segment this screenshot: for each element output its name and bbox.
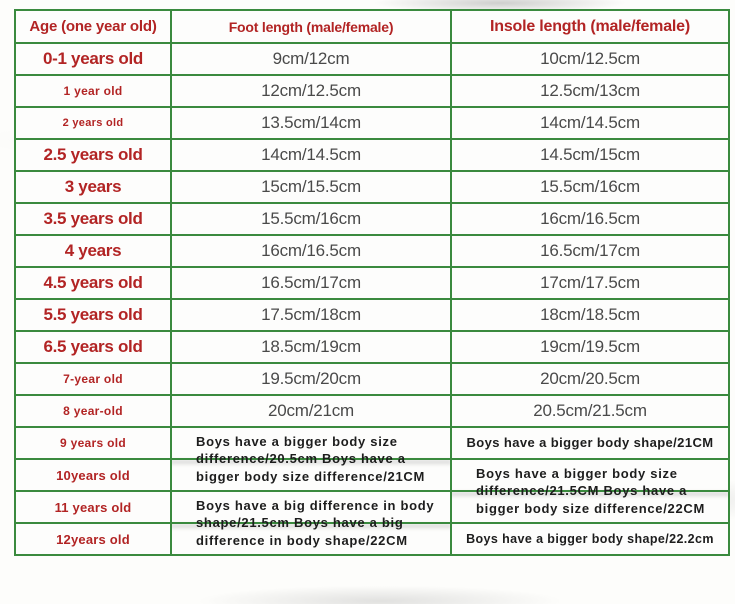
insole-length-cell: 20cm/20.5cm [451, 363, 729, 395]
age-cell: 4.5 years old [15, 267, 171, 299]
table-row [15, 427, 729, 459]
header-insole-length: Insole length (male/female) [451, 10, 729, 43]
header-foot-length: Foot length (male/female) [171, 10, 451, 43]
table-row [15, 235, 729, 267]
table-row [15, 43, 729, 75]
insole-length-cell: 18cm/18.5cm [451, 299, 729, 331]
table-row [15, 171, 729, 203]
table-row [15, 107, 729, 139]
age-cell: 7-year old [15, 363, 171, 395]
header-row [15, 10, 729, 43]
foot-length-cell: 18.5cm/19cm [171, 331, 451, 363]
insole-length-cell: 16.5cm/17cm [451, 235, 729, 267]
foot-length-cell: 16cm/16.5cm [171, 235, 451, 267]
foot-length-cell: 9cm/12cm [171, 43, 451, 75]
insole-length-cell: Boys have a bigger body shape/21CM [451, 427, 729, 459]
age-cell: 10years old [15, 459, 171, 491]
foot-length-cell: 16.5cm/17cm [171, 267, 451, 299]
insole-length-cell: Boys have a bigger body shape/22.2cm [451, 523, 729, 555]
foot-length-note: Boys have a bigger body size difference/20.5cm Boys have a bigger body size difference/21CM [196, 434, 426, 484]
insole-length-note: Boys have a bigger body size difference/21.5CM Boys have a bigger body size difference/22CM [476, 466, 706, 516]
age-cell: 6.5 years old [15, 331, 171, 363]
size-chart-table [14, 9, 730, 556]
table-row [15, 395, 729, 427]
table-row [15, 267, 729, 299]
age-cell: 9 years old [15, 427, 171, 459]
insole-length-cell: 16cm/16.5cm [451, 203, 729, 235]
foot-length-cell: 17.5cm/18cm [171, 299, 451, 331]
foot-length-merged-cell [171, 491, 451, 555]
insole-length-merged-cell [451, 459, 729, 523]
table-row [15, 299, 729, 331]
table-row [15, 363, 729, 395]
table-row [15, 203, 729, 235]
insole-length-cell: 14cm/14.5cm [451, 107, 729, 139]
header-age: Age (one year old) [15, 10, 171, 43]
age-cell: 2.5 years old [15, 139, 171, 171]
insole-length-cell: 20.5cm/21.5cm [451, 395, 729, 427]
foot-length-cell: 19.5cm/20cm [171, 363, 451, 395]
foot-length-cell: 12cm/12.5cm [171, 75, 451, 107]
age-cell: 2 years old [15, 107, 171, 139]
foot-length-merged-cell [171, 427, 451, 491]
age-cell: 0-1 years old [15, 43, 171, 75]
table-row [15, 331, 729, 363]
age-cell: 3 years [15, 171, 171, 203]
insole-length-cell: 15.5cm/16cm [451, 171, 729, 203]
foot-length-note: Boys have a big difference in body shape/21.5cm Boys have a big difference in body shape/22CM [196, 498, 435, 548]
insole-length-cell: 10cm/12.5cm [451, 43, 729, 75]
table-row [15, 139, 729, 171]
age-cell: 3.5 years old [15, 203, 171, 235]
foot-length-cell: 15.5cm/16cm [171, 203, 451, 235]
foot-length-cell: 20cm/21cm [171, 395, 451, 427]
insole-length-cell: 12.5cm/13cm [451, 75, 729, 107]
table-row [15, 75, 729, 107]
age-cell: 1 year old [15, 75, 171, 107]
foot-length-cell: 13.5cm/14cm [171, 107, 451, 139]
age-cell: 8 year-old [15, 395, 171, 427]
insole-length-cell: 17cm/17.5cm [451, 267, 729, 299]
foot-length-cell: 14cm/14.5cm [171, 139, 451, 171]
foot-length-cell: 15cm/15.5cm [171, 171, 451, 203]
age-cell: 11 years old [15, 491, 171, 523]
age-cell: 4 years [15, 235, 171, 267]
age-cell: 12years old [15, 523, 171, 555]
insole-length-cell: 14.5cm/15cm [451, 139, 729, 171]
insole-length-cell: 19cm/19.5cm [451, 331, 729, 363]
age-cell: 5.5 years old [15, 299, 171, 331]
